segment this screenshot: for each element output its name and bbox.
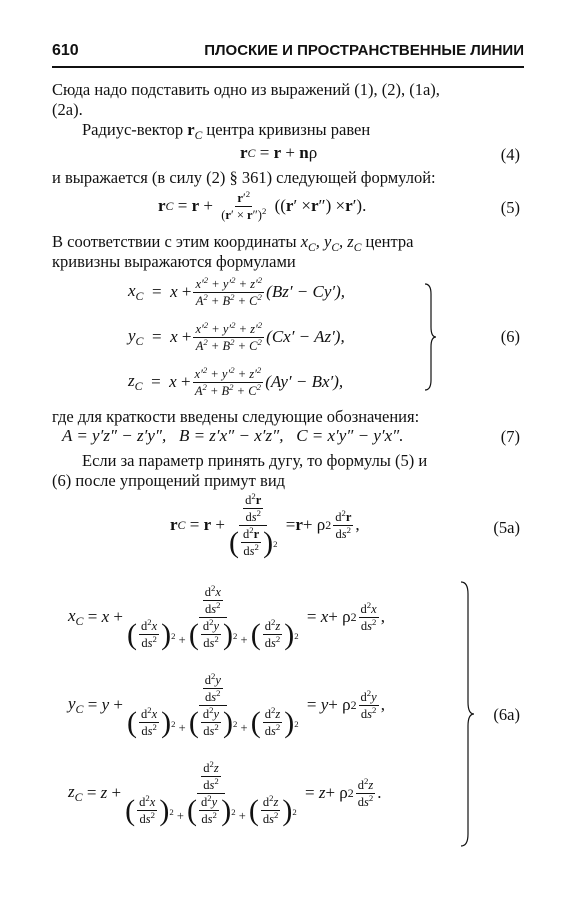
right-brace [458,580,476,848]
page-number: 610 [52,42,79,59]
paragraph-line: кривизны выражаются формулами [52,252,296,271]
running-title: ПЛОСКИЕ И ПРОСТРАНСТВЕННЫЕ ЛИНИИ [204,42,524,59]
equation-6a-y: $y_C$ = y + $\frac{d^2y}{ds^2}$ ( $\frac{d^2x}{ds^2}$ ) $^2$ + ( $\frac{d^2y}{ds^2}$ ) $^2$ + ( $\frac{d^2z}{ds^2}$ ) $^2$ = y + ρ 2 $\frac{d^2y}{ds^2}$ , [68,671,385,739]
equation-5a: r C = r + $\frac{d^2r}{ds^2}$ ( $\frac{d^2r}{ds^2}$ ) $^2$ = r + ρ 2 $\frac{d^2r}{ds^2}$ , [170,491,360,559]
text-run: центра кривизны равен [202,120,371,139]
paragraph-line: Радиус-вектор $r_C$ центра кривизны равен [82,120,371,142]
equation-number: (4) [500,145,520,164]
header-rule [52,66,524,68]
equation-number: (6а) [493,705,520,724]
paragraph-line: где для краткости введены следующие обозначения: [52,407,420,426]
page-header [52,42,524,64]
equation-6a-z: $z_C$ = z + $\frac{d^2z}{ds^2}$ ( $\frac{d^2x}{ds^2}$ ) $^2$ + ( $\frac{d^2y}{ds^2}$ ) $^2$ + ( $\frac{d^2z}{ds^2}$ ) $^2$ = z + ρ 2 $\frac{d^2z}{ds^2}$ . [68,759,382,827]
equation-number: (5а) [493,518,520,537]
equation-number: (7) [500,427,520,446]
text-run: Радиус-вектор [82,120,188,139]
text-run: В соответствии с этим координаты [52,232,301,251]
equation-6-x: $x_C$ = x + $\frac{x'^2 + y'^2 + z'^2}{A^2 + B^2 + C^2}$ (Bz′ − Cy′), [128,275,346,309]
right-brace [422,282,438,392]
paragraph-line: (2а). [52,100,83,119]
equation-number: (5) [500,198,520,217]
equation-7: A = y′z″ − z′y″, B = z′x″ − x′z″, C = x′y″ − y′x″. [62,426,404,445]
equation-6-y: $y_C$ = x + $\frac{x'^2 + y'^2 + z'^2}{A^2 + B^2 + C^2}$ (Cx′ − Az′), [128,320,345,354]
paragraph-line: Если за параметр принять дугу, то формулы (5) и [82,451,428,470]
paragraph-line: В соответствии с этим координаты $x_C$, $y_C$, $z_C$ центра [52,232,414,254]
equation-6-z: $z_C$ = x + $\frac{x'^2 + y'^2 + z'^2}{A^2 + B^2 + C^2}$ (Ay′ − Bx′), [128,365,344,399]
text-run: центра [361,232,414,251]
paragraph-line: (6) после упрощений примут вид [52,471,286,490]
paragraph-line: Сюда надо подставить одно из выражений (1), (2), (1а), [52,80,440,99]
equation-6a-x: $x_C$ = x + $\frac{d^2x}{ds^2}$ ( $\frac{d^2x}{ds^2}$ ) $^2$ + ( $\frac{d^2y}{ds^2}$ ) $^2$ + ( $\frac{d^2z}{ds^2}$ ) $^2$ = x + ρ 2 $\frac{d^2x}{ds^2}$ , [68,583,385,651]
equation-5: r C = r + $\frac{r'^2}{(r' \times r'')^2}$ (( r ′ × r ″) × r ′). [158,189,367,223]
equation-4: r C = r + n ρ [240,143,318,162]
equation-number: (6) [500,327,520,346]
paragraph-line: и выражается (в силу (2) § 361) следующей формулой: [52,168,436,187]
